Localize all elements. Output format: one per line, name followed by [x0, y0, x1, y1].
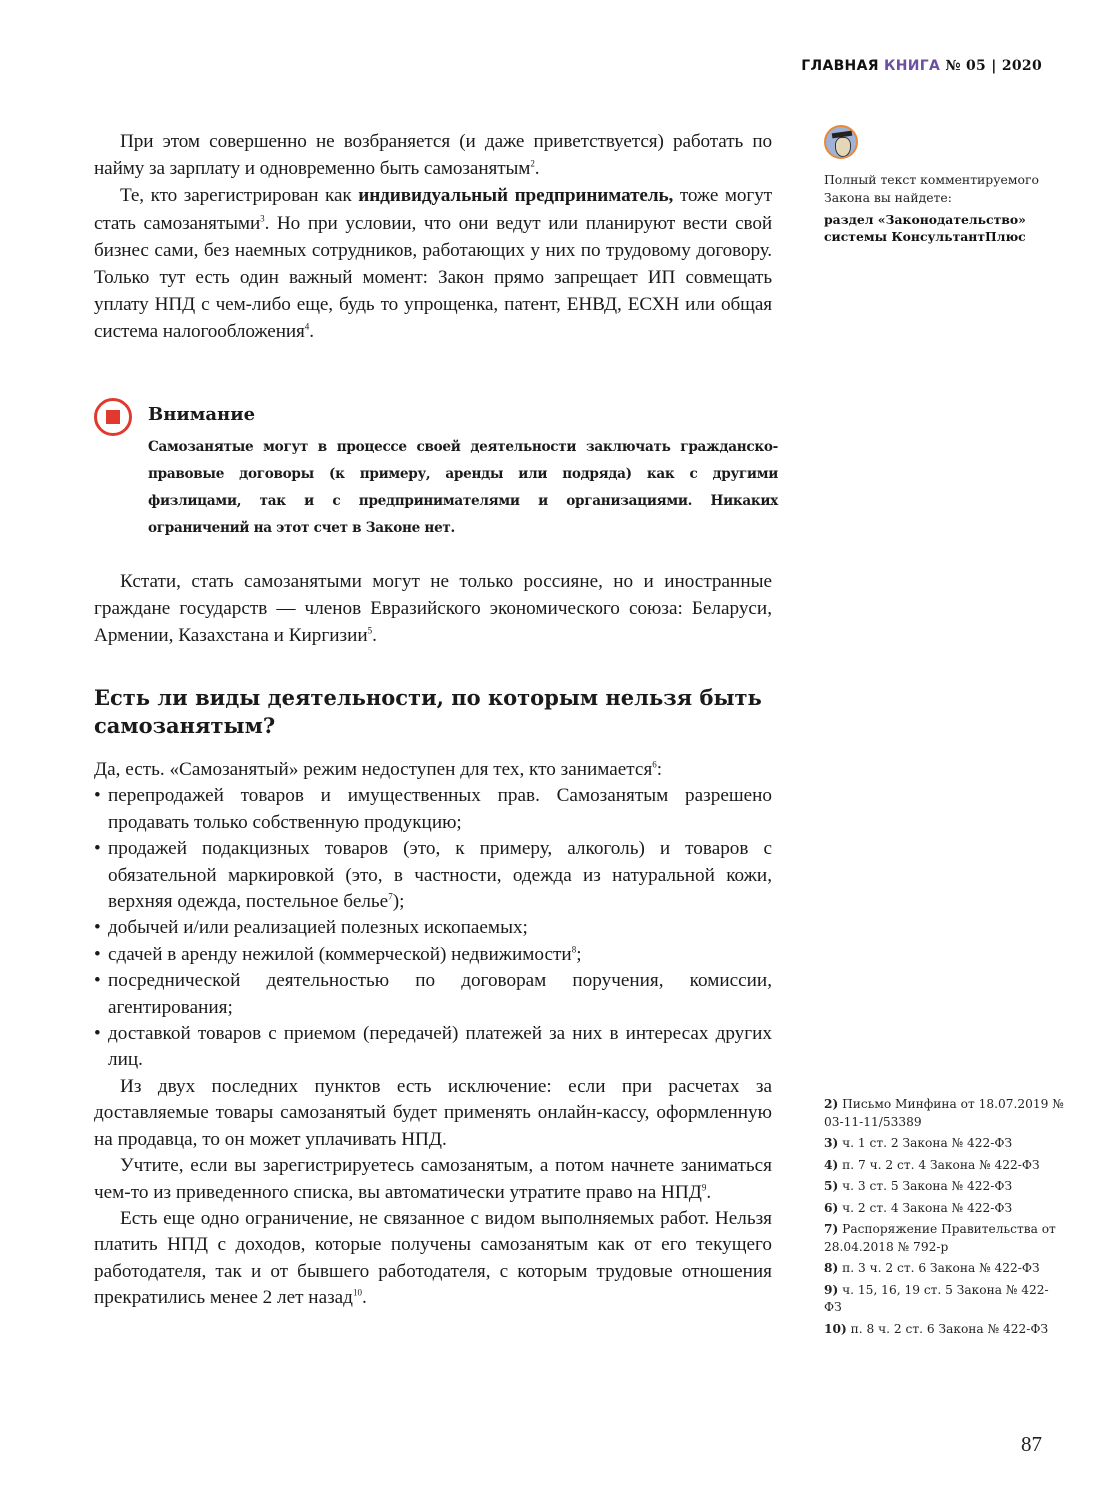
magazine-header [801, 58, 1042, 74]
paragraph-note: Учтите, если вы зарегистрируетесь самозанятым, а потом начнете заниматься чем-то из приведенного списка, вы автоматически утратите право на НПД$^9$. [94, 1155, 772, 1203]
paragraph-employment: При этом совершенно не возбраняется (и даже приветствуется) работать по найму за зарплату и одновременно быть самозанятым$^2$. [94, 131, 772, 180]
footnote-item: 7) Распоряжение Правительства от 28.04.2018 № 792-р [824, 1222, 1056, 1254]
footnote-item: 10) п. 8 ч. 2 ст. 6 Закона № 422-ФЗ [824, 1321, 1049, 1336]
stop-square-icon [94, 398, 132, 436]
section-heading: Есть ли виды деятельности, по которым нельзя быть самозанятым? [94, 685, 762, 738]
footnote-item: 9) ч. 15, 16, 19 ст. 5 Закона № 422-ФЗ [824, 1282, 1049, 1314]
attention-body: Самозанятые могут в процессе своей деятельности заключать гражданско-правовые договоры (к примеру, аренды или подряда) как с другими физлицами, так и с предпринимателями и организациями. Никаких ограничений на этот счет в Законе нет. [148, 439, 778, 536]
list-item: • продажей подакцизных товаров (это, к примеру, алкоголь) и товаров с обязательной маркировкой (это, в частности, одежда из натуральной кожи, верхняя одежда, постельное белье$^7$); [94, 836, 772, 915]
brand-glavnaya: ГЛАВНАЯ [801, 58, 879, 74]
bold-term: индивидуальный предприниматель, [358, 185, 674, 207]
footnote-ref[interactable]: 4 [304, 322, 310, 333]
list-item: • посреднической деятельностью по договорам поручения, комиссии, агентирования; [94, 968, 772, 1021]
list-item: • добычей и/или реализацией полезных ископаемых; [94, 915, 772, 941]
footnote-ref[interactable]: 10 [352, 1287, 362, 1298]
sidebar-note [824, 125, 1054, 245]
list-item: • перепродажей товаров и имущественных прав. Самозанятым разрешено продавать только собственную продукцию; [94, 783, 772, 836]
footnote-ref[interactable]: 5 [367, 626, 373, 637]
page-number: 87 [1021, 1432, 1042, 1456]
paragraph-exception: Из двух последних пунктов есть исключение: если при расчетах за доставляемые товары самозанятый будет применять онлайн-кассу, оформленную на продавца, то он может уплачивать НПД. [94, 1075, 772, 1150]
paragraph-eaeu: Кстати, стать самозанятыми могут не только россияне, но и иностранные граждане государств — членов Евразийского экономического союза: Беларуси, Армении, Казахстана и Киргизии$^5$. [94, 571, 772, 647]
footnote-ref[interactable]: 2 [530, 158, 535, 169]
sidebar-note-source: раздел «Законодательство» системы КонсультантПлюс [824, 212, 1026, 244]
footnote-item: 5) ч. 3 ст. 5 Закона № 422-ФЗ [824, 1179, 1013, 1193]
brand-kniga: КНИГА [883, 58, 941, 74]
footnote-item: 3) ч. 1 ст. 2 Закона № 422-ФЗ [824, 1136, 1013, 1150]
footnote-item: 8) п. 3 ч. 2 ст. 6 Закона № 422-ФЗ [824, 1261, 1040, 1275]
footnote-ref[interactable]: 6 [652, 759, 657, 770]
footnote-item: 2) Письмо Минфина от 18.07.2019 № 03-11-11/53389 [824, 1097, 1064, 1129]
footnote-ref[interactable]: 8 [571, 944, 577, 955]
footnote-ref[interactable]: 3 [260, 213, 265, 224]
list-item: • доставкой товаров с приемом (передачей) платежей за них в интересах других лиц. [94, 1021, 772, 1074]
sidebar-note-text: Полный текст комментируемого Закона вы найдете: [824, 172, 1039, 205]
intro-paragraphs [94, 128, 772, 346]
footnotes-list [824, 1096, 1064, 1342]
footnote-ref[interactable]: 9 [701, 1182, 707, 1193]
restricted-activities-list [94, 783, 772, 1073]
footnote-ref[interactable]: 7 [388, 891, 393, 902]
list-item: • сдачей в аренду нежилой (коммерческой) недвижимости$^8$; [94, 942, 772, 968]
footnote-item: 6) ч. 2 ст. 4 Закона № 422-ФЗ [824, 1200, 1013, 1215]
footnote-item: 4) п. 7 ч. 2 ст. 4 Закона № 422-ФЗ [824, 1157, 1040, 1172]
attention-title: Внимание [148, 404, 256, 425]
section-body [94, 757, 772, 1312]
list-intro: Да, есть. «Самозанятый» режим недоступен для тех, кто занимается$^6$: [94, 759, 663, 780]
professor-avatar-icon [824, 125, 858, 159]
issue-number: № 05 | 2020 [945, 58, 1042, 74]
paragraph-ip: Те, кто зарегистрирован как индивидуальный предприниматель, тоже могут стать самозанятыми$^3$. Но при условии, что они ведут или планируют вести свой бизнес сами, без наемных сотрудников, работающих у них по трудовому договору. Только тут есть один важный момент: Закон прямо запрещает ИП совмещать уплату НПД с чем-либо еще, будь то упрощенка, патент, ЕНВД, ЕСХН или общая система налогообложения$^4$. [94, 185, 772, 343]
paragraph-limit: Есть еще одно ограничение, не связанное с видом выполняемых работ. Нельзя платить НПД с доходов, которые получены самозанятым как от его текущего работодателя, так и от бывшего работодателя, с которым трудовые отношения прекратились менее 2 лет назад$^{10}$. [94, 1207, 772, 1309]
